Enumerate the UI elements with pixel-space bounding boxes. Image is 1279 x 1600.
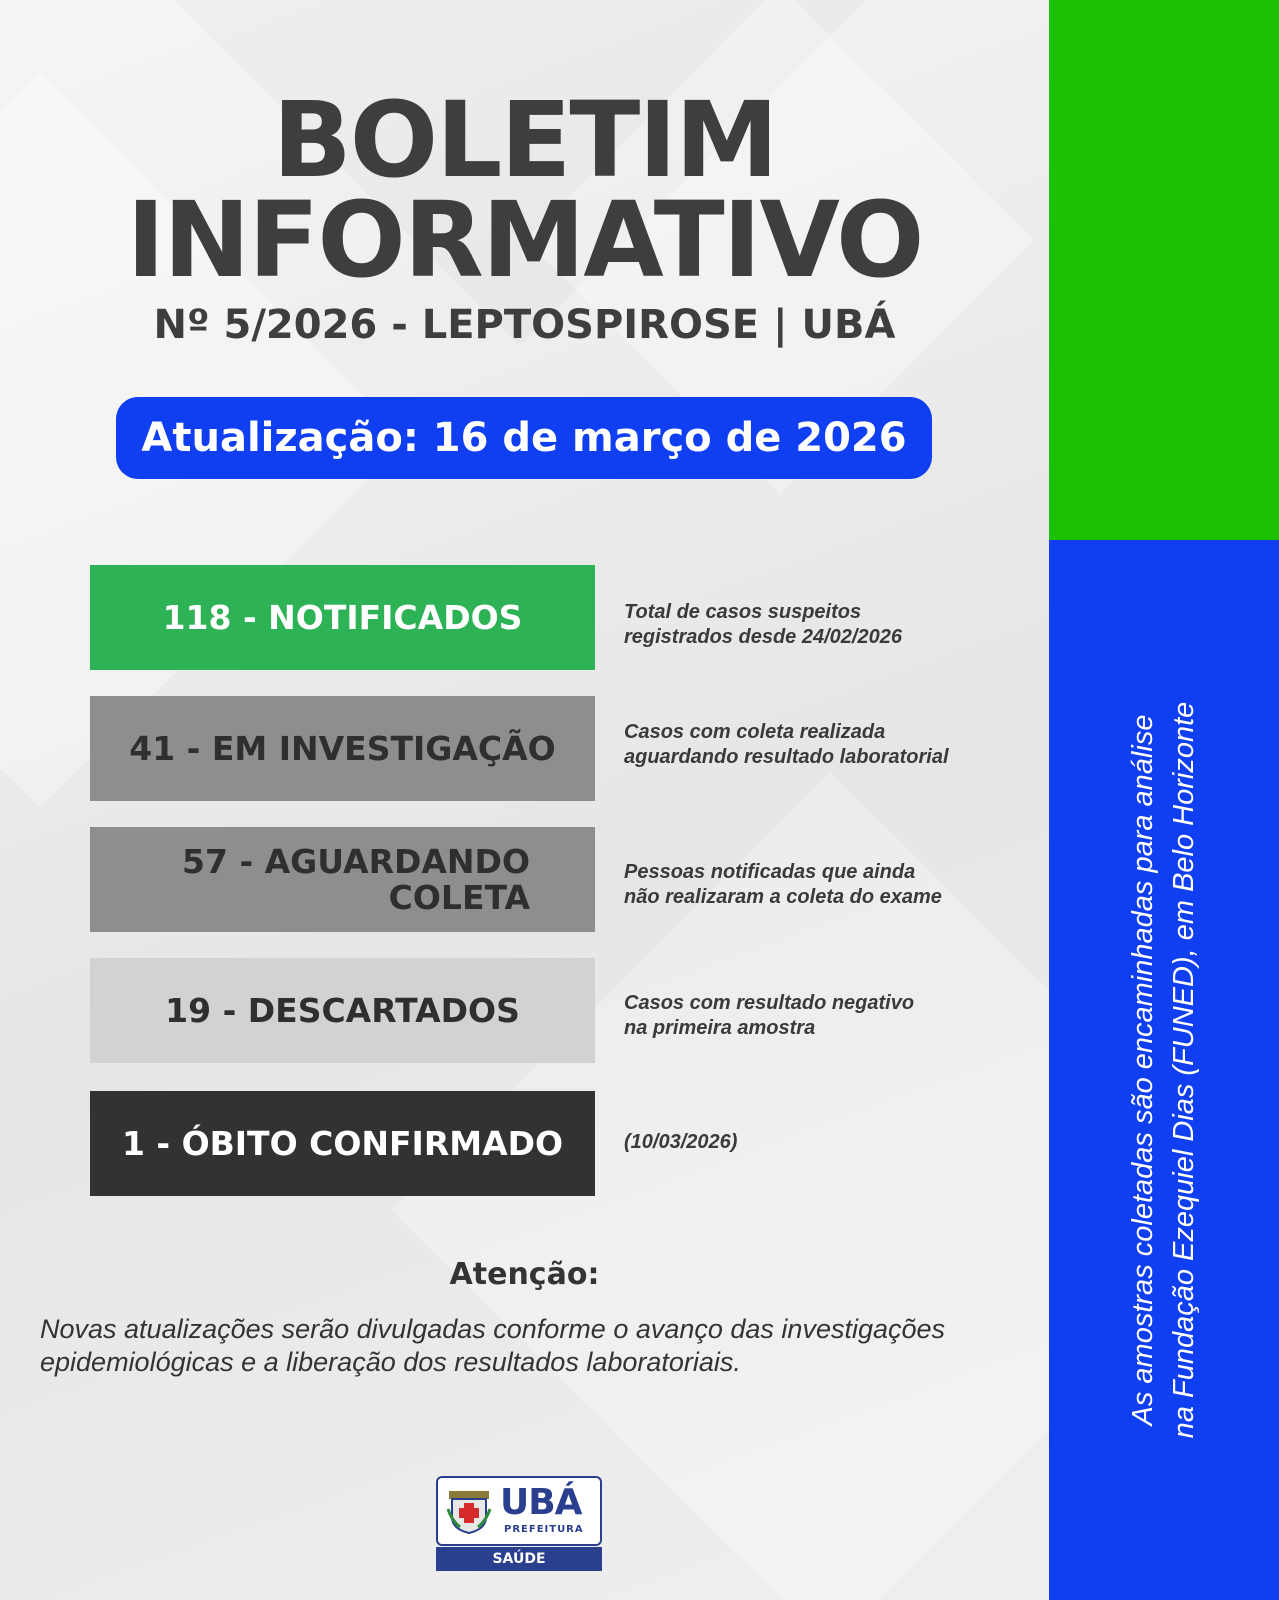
description-line: Casos com coleta realizada: [624, 721, 886, 743]
attention-line: Novas atualizações serão divulgadas conforme o avanço das investigações: [40, 1314, 946, 1344]
attention-line: epidemiológicas e a liberação dos resultados laboratoriais.: [40, 1347, 741, 1377]
side-note: [1123, 660, 1205, 1480]
description-line: aguardando resultado laboratorial: [624, 746, 949, 768]
description-line: (10/03/2026): [624, 1131, 738, 1153]
stat-discarded: [90, 958, 595, 1063]
stat-label: 1 - ÓBITO CONFIRMADO: [121, 1123, 564, 1163]
stat-notified: [90, 565, 595, 670]
stat-death: [90, 1091, 595, 1196]
title-line-2: INFORMATIVO: [126, 179, 923, 301]
coat-of-arms-icon: [446, 1487, 492, 1535]
logo-city-name: UBÁ: [500, 1482, 582, 1523]
stat-label-line: 57 - AGUARDANDO: [182, 841, 530, 881]
uba-prefeitura-logo: [436, 1476, 602, 1574]
update-date-badge: [116, 397, 932, 479]
stat-label: 41 - EM INVESTIGAÇÃO: [129, 728, 556, 768]
logo-department: SAÚDE: [436, 1547, 602, 1571]
logo-prefeitura: PREFEITURA: [504, 1524, 584, 1535]
description-line: registrados desde 24/02/2026: [624, 626, 902, 648]
stat-discarded-description: [624, 991, 1024, 1041]
description-line: Casos com resultado negativo: [624, 992, 915, 1014]
green-side-band: [1049, 0, 1279, 540]
description-line: Pessoas notificadas que ainda: [624, 861, 916, 883]
update-date-text: Atualização: 16 de março de 2026: [141, 415, 907, 461]
stat-awaiting-collection: [90, 827, 595, 932]
stat-notified-description: [624, 600, 1024, 650]
stat-investigation-description: [624, 720, 1024, 770]
stat-awaiting-description: [624, 860, 1024, 910]
stat-label-line: COLETA: [388, 877, 530, 917]
logo-box: [436, 1476, 602, 1546]
side-note-line: na Fundação Ezequiel Dias (FUNED), em Belo Horizonte: [1168, 701, 1200, 1439]
description-line: na primeira amostra: [624, 1017, 816, 1039]
stat-death-description: [624, 1130, 1024, 1155]
description-line: Total de casos suspeitos: [624, 601, 862, 623]
stat-investigation: [90, 696, 595, 801]
stat-label: 19 - DESCARTADOS: [165, 990, 520, 1030]
description-line: não realizaram a coleta do exame: [624, 886, 942, 908]
attention-heading: Atenção:: [449, 1257, 600, 1292]
stat-label: 118 - NOTIFICADOS: [162, 597, 523, 637]
bulletin-subtitle: Nº 5/2026 - LEPTOSPIROSE | UBÁ: [153, 302, 896, 348]
title-line-1: BOLETIM: [272, 79, 777, 201]
side-note-line: As amostras coletadas são encaminhadas para análise: [1127, 714, 1159, 1426]
attention-text: [40, 1313, 1030, 1379]
